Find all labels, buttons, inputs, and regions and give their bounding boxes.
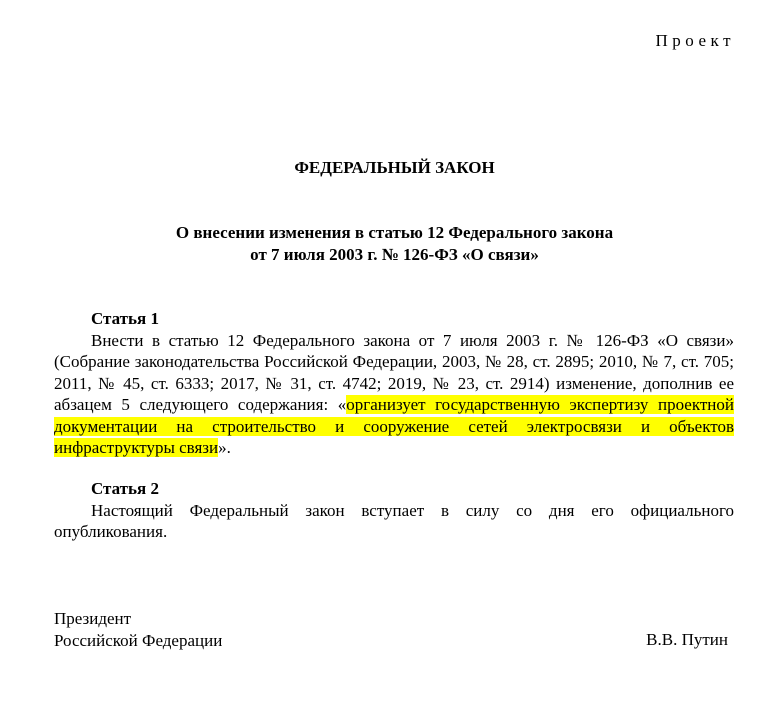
signatory-title	[54, 608, 222, 651]
subtitle-line-2: от 7 июля 2003 г. № 126-ФЗ «О связи»	[250, 244, 539, 264]
highlighted-text: организует государственную экспертизу проектной документации на строительство и сооружение сетей электросвязи и объектов инфраструктуры связи	[54, 395, 734, 457]
article-1-heading: Статья 1	[91, 309, 159, 328]
draft-label: Проект	[655, 31, 735, 50]
document-subtitle	[0, 222, 761, 265]
article-2-heading: Статья 2	[91, 479, 159, 498]
signatory-title-line-1: Президент	[54, 609, 132, 628]
article-2-body: Настоящий Федеральный закон вступает в силу со дня его официального опубликования.	[54, 500, 734, 541]
document-title: ФЕДЕРАЛЬНЫЙ ЗАКОН	[294, 158, 495, 177]
article-1-body-text: Внести в статью 12 Федерального закона от 7 июля 2003 г. № 126-ФЗ «О связи» (Собрание законодательства Российской Федерации, 2003, № 28, ст. 2895; 2010, № 7, ст. 705; 2011, № 45, ст. 6333; 2017, № 31, ст. 4742; 2019, № 23, ст. 2914) изменение, дополнив ее абзацем 5 следующего содержания: «	[54, 330, 734, 414]
article-1-body-end: ».	[218, 438, 231, 457]
signatory-title-line-2: Российской Федерации	[54, 630, 223, 650]
signatory-name: В.В. Путин	[646, 630, 728, 649]
article-2	[54, 478, 734, 543]
article-1-body	[54, 330, 734, 459]
subtitle-line-1: О внесении изменения в статью 12 Федерального закона	[175, 223, 614, 242]
article-1	[54, 308, 734, 459]
